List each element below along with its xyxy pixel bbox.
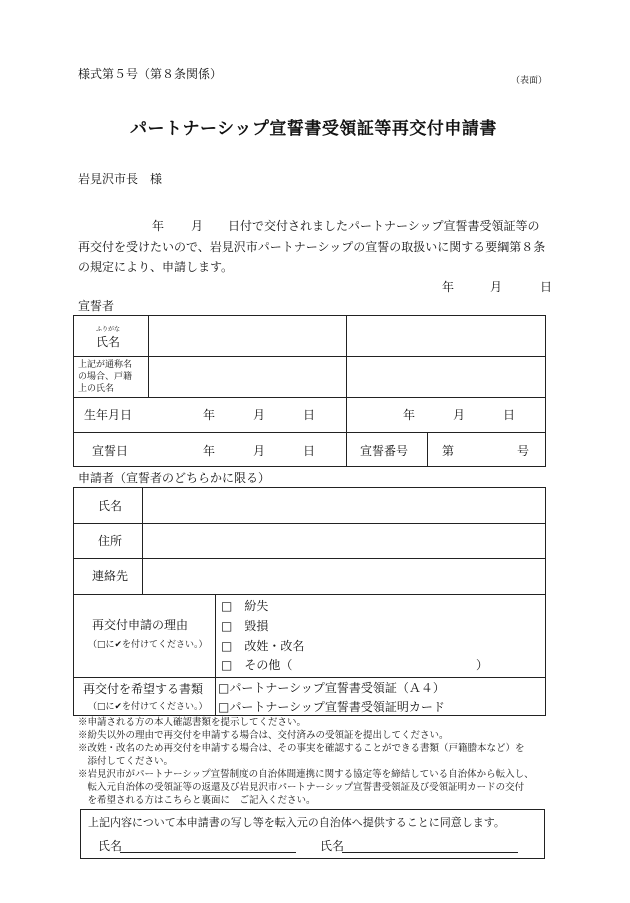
- consent-text: 上記内容について本申請書の写し等を転入元の自治体へ提供することに同意します。: [88, 816, 505, 829]
- reason-name-change-checkbox[interactable]: □ 改姓・改名: [221, 639, 305, 653]
- document-certificate-checkbox[interactable]: □パートナーシップ宣誓書受領証（Ａ４）: [218, 681, 445, 695]
- declarant-name-field-2[interactable]: [347, 316, 545, 355]
- note-line: ※改姓・改名のため再交付を申請する場合は、その事実を確認することができる書類（戸籍謄本など）を: [78, 743, 525, 754]
- birth-day-2: 日: [503, 408, 516, 422]
- alias-label-3: 上の氏名: [78, 384, 115, 394]
- document-card-checkbox[interactable]: □パートナーシップ宣誓書受領証明カード: [218, 700, 445, 714]
- note-line: 転入元自治体の受領証等の返還及び岩見沢市パートナーシップ宣誓書受領証及び受領証明カードの交付: [78, 782, 525, 793]
- note-line: ※岩見沢市がパートナーシップ宣誓制度の自治体間連携に関する協定等を締結している自治体から転入し、: [78, 769, 534, 780]
- consent-name-label-1: 氏名: [98, 839, 123, 853]
- applicant-contact-field[interactable]: [143, 559, 545, 593]
- date-day: 日: [540, 280, 553, 294]
- declarant-name-field-1[interactable]: [148, 316, 345, 355]
- page-title: パートナーシップ宣誓書受領証等再交付申請書: [130, 119, 497, 139]
- reason-damaged-checkbox[interactable]: □ 毀損: [221, 619, 269, 633]
- intro-month: 月: [191, 219, 204, 233]
- document-hint: （□に✔を付けてください。）: [88, 702, 208, 712]
- reason-other-input[interactable]: [300, 657, 470, 673]
- oath-day: 日: [303, 444, 316, 458]
- note-line: 添付してください。: [78, 756, 174, 767]
- birth-year-1: 年: [203, 408, 216, 422]
- oath-number-suffix: 号: [517, 444, 530, 458]
- note-line: ※申請される方の本人確認書類を提示してください。: [78, 717, 307, 728]
- intro-line1: 日付で交付されましたパートナーシップ宣誓書受領証等の: [228, 219, 540, 233]
- reason-other-close: ）: [476, 658, 489, 672]
- oath-month: 月: [253, 444, 266, 458]
- declarant-section-label: 宣誓者: [78, 299, 115, 313]
- oath-year: 年: [203, 444, 216, 458]
- declarant-name-label: 氏名: [96, 335, 121, 349]
- reason-other-checkbox[interactable]: □ その他（: [221, 658, 293, 672]
- birth-day-1: 日: [303, 408, 316, 422]
- applicant-name-field[interactable]: [143, 488, 545, 522]
- date-month: 月: [490, 280, 503, 294]
- note-line: ※紛失以外の理由で再交付を申請する場合は、交付済みの受領証を提出してください。: [78, 730, 449, 741]
- applicant-name-label: 氏名: [98, 499, 123, 513]
- family-register-name-field-1[interactable]: [148, 357, 345, 396]
- birth-month-2: 月: [453, 408, 466, 422]
- birth-year-2: 年: [403, 408, 416, 422]
- consent-name-field-1[interactable]: [122, 836, 294, 852]
- birth-date-label: 生年月日: [84, 408, 133, 422]
- side-label: （表面）: [511, 76, 548, 86]
- furigana-label: ふりがな: [96, 326, 121, 333]
- applicant-contact-label: 連絡先: [92, 569, 129, 583]
- reason-lost-checkbox[interactable]: □ 紛失: [221, 599, 269, 613]
- intro-line3: の規定により、申請します。: [78, 260, 234, 274]
- addressee: 岩見沢市長 様: [78, 172, 163, 186]
- form-number: 様式第５号（第８条関係）: [78, 67, 223, 81]
- alias-label-2: の場合、戸籍: [78, 372, 133, 382]
- document-label: 再交付を希望する書類: [83, 682, 204, 696]
- oath-number-prefix: 第: [442, 444, 455, 458]
- note-line: を希望される方はこちらと裏面に ご記入ください。: [78, 795, 316, 806]
- alias-label-1: 上記が通称名: [78, 360, 133, 370]
- consent-name-label-2: 氏名: [320, 839, 345, 853]
- intro-year: 年: [152, 219, 165, 233]
- intro-line2: 再交付を受けたいので、岩見沢市パートナーシップの宣誓の取扱いに関する要綱第８条: [78, 240, 546, 254]
- date-year: 年: [442, 280, 455, 294]
- applicant-address-field[interactable]: [143, 524, 545, 557]
- applicant-section-label: 申請者（宣誓者のどちらかに限る）: [78, 471, 271, 485]
- applicant-address-label: 住所: [98, 534, 123, 548]
- birth-month-1: 月: [253, 408, 266, 422]
- oath-date-label: 宣誓日: [92, 444, 129, 458]
- reason-hint: （□に✔を付けてください。）: [88, 640, 208, 650]
- reason-label: 再交付申請の理由: [92, 618, 189, 632]
- consent-name-field-2[interactable]: [344, 836, 516, 852]
- family-register-name-field-2[interactable]: [347, 357, 545, 396]
- oath-number-label: 宣誓番号: [360, 444, 409, 458]
